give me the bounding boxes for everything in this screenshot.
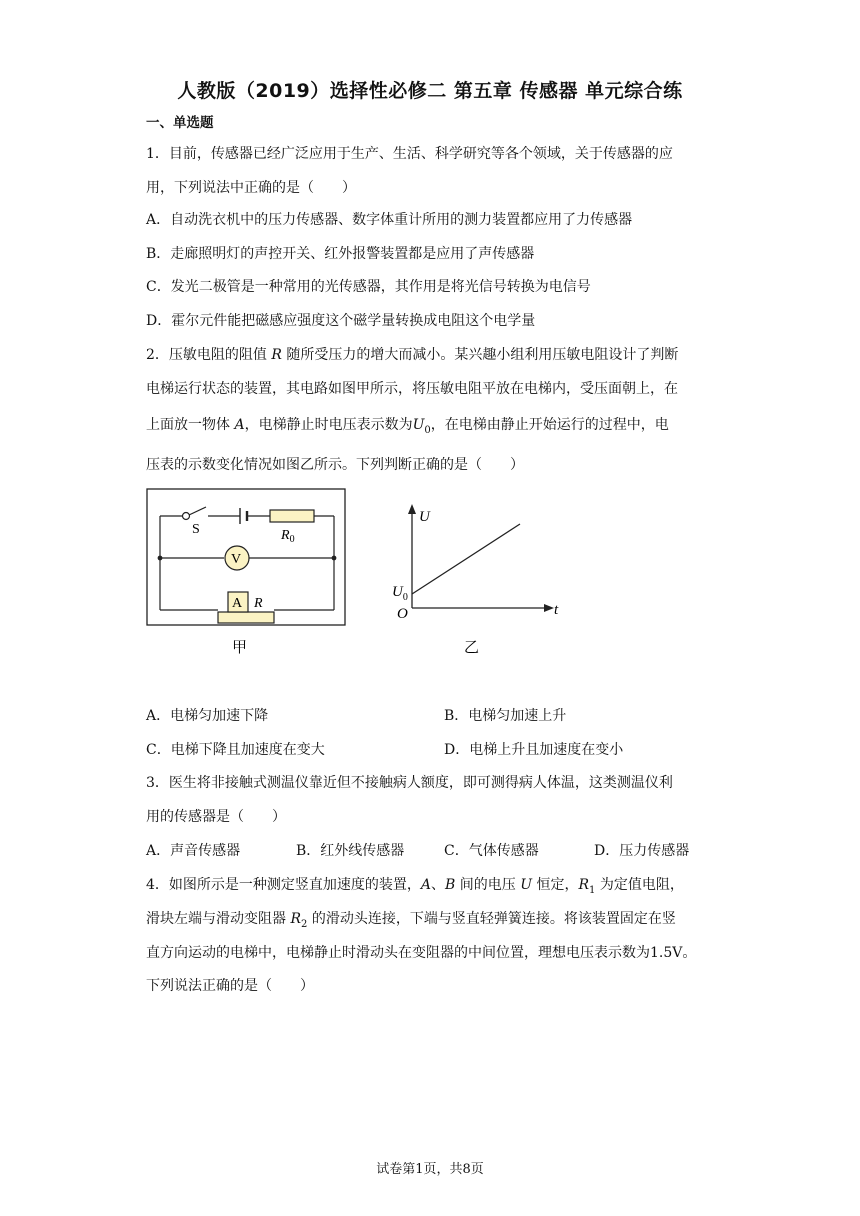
page-title: 人教版（2019）选择性必修二 第五章 传感器 单元综合练	[177, 80, 683, 102]
pressure-resistor	[218, 612, 274, 623]
q2-stem-line1: 2．压敏电阻的阻值 R 随所受压力的增大而减小。某兴趣小组利用压敏电阻设计了判断	[146, 347, 679, 363]
y-axis-arrow	[408, 504, 416, 514]
q2-option-c: C．电梯下降且加速度在变大	[146, 742, 325, 758]
x-axis-arrow	[544, 604, 554, 612]
q1-option-c: C．发光二极管是一种常用的光传感器，其作用是将光信号转换为电信号	[146, 279, 591, 295]
q4-stem-line1: 4．如图所示是一种测定竖直加速度的装置，A、B 间的电压 U 恒定，$R_1$ 为定值电阻，	[146, 877, 684, 896]
q1-option-a: A．自动洗衣机中的压力传感器、数字体重计所用的测力装置都应用了力传感器	[146, 212, 633, 228]
y-axis-label: U	[419, 509, 430, 525]
q2-option-b: B．电梯匀加速上升	[444, 708, 567, 724]
section-label: 一、单选题	[146, 115, 214, 131]
block-a-label: A	[232, 596, 243, 611]
switch-label: S	[192, 522, 200, 537]
q1-stem-line2: 用，下列说法中正确的是（ ）	[146, 180, 356, 196]
q4-stem-line2: 滑块左端与滑动变阻器 $R_2$ 的滑动头连接，下端与竖直轻弹簧连接。将该装置固定在竖	[146, 911, 676, 930]
q2-stem-line3: 上面放一物体 A，电梯静止时电压表示数为$U_0$，在电梯由静止开始运行的过程中，电	[146, 417, 669, 436]
q2-option-d: D．电梯上升且加速度在变小	[444, 742, 624, 758]
page-footer: 试卷第1页，共8页	[376, 1162, 484, 1177]
q2-stem-line4: 压表的示数变化情况如图乙所示。下列判断正确的是（ ）	[146, 457, 524, 473]
q1-option-b: B．走廊照明灯的声控开关、红外报警装置都是应用了声传感器	[146, 246, 535, 262]
q1-stem-line1: 1．目前，传感器已经广泛应用于生产、生活、科学研究等各个领域，关于传感器的应	[146, 146, 673, 162]
q3-option-d: D．压力传感器	[594, 843, 690, 859]
r0-label: $R_0$	[281, 528, 295, 545]
figure-graph	[388, 500, 568, 660]
q3-stem-line1: 3．医生将非接触式测温仪靠近但不接触病人额度，即可测得病人体温，这类测温仪利	[146, 775, 673, 791]
q2-option-a: A．电梯匀加速下降	[146, 708, 269, 724]
resistor-r0	[270, 510, 314, 522]
x-axis-label: t	[554, 602, 559, 618]
voltmeter-label: V	[231, 552, 242, 567]
q3-option-b: B．红外线传感器	[296, 843, 405, 859]
q4-stem-line4: 下列说法正确的是（ ）	[146, 978, 314, 994]
figure-circuit	[146, 488, 350, 656]
q3-option-c: C．气体传感器	[444, 843, 539, 859]
sensor-label: R	[254, 596, 263, 611]
figure-caption-yi: 乙	[464, 640, 480, 656]
origin-label: O	[397, 606, 408, 622]
q3-option-a: A．声音传感器	[146, 843, 241, 859]
q4-stem-line3: 直方向运动的电梯中，电梯静止时滑动头在变阻器的中间位置，理想电压表示数为1.5V。	[146, 945, 697, 961]
figure-caption-jia: 甲	[232, 640, 248, 656]
q1-option-d: D．霍尔元件能把磁感应强度这个磁学量转换成电阻这个电学量	[146, 313, 536, 329]
switch-icon	[183, 513, 190, 520]
intercept-label: $U_0$	[392, 584, 408, 603]
q2-stem-line2: 电梯运行状态的装置，其电路如图甲所示，将压敏电阻平放在电梯内，受压面朝上，在	[146, 381, 678, 397]
voltage-line	[412, 524, 520, 594]
q3-stem-line2: 用的传感器是（ ）	[146, 809, 286, 825]
